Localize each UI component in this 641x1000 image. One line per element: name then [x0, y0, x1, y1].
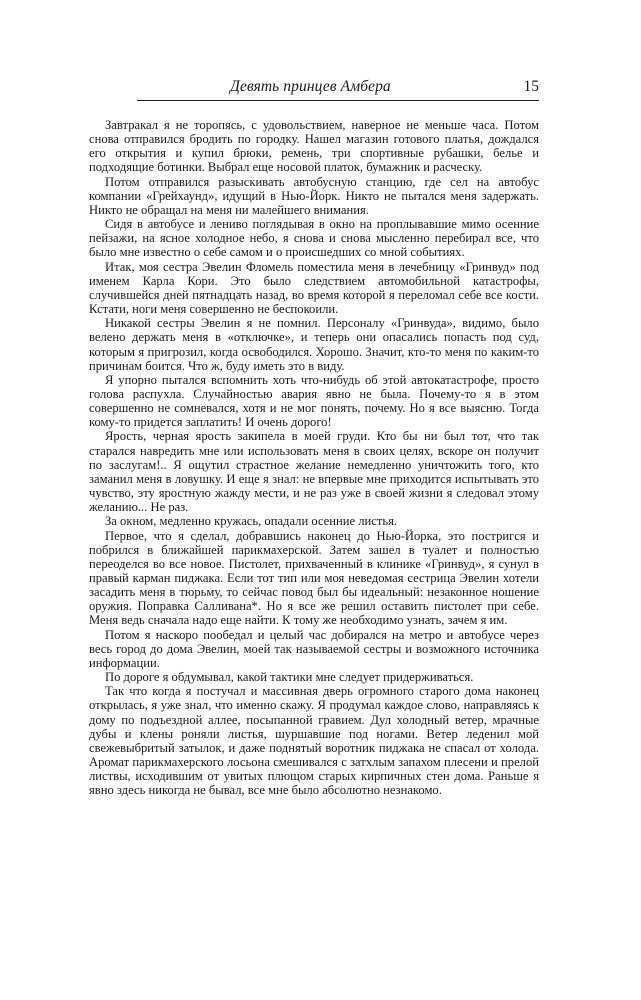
paragraph: По дороге я обдумывал, какой тактики мне следует придерживаться. [105, 670, 474, 685]
paragraph: Ярость, черная ярость закипела в моей груди. Кто бы ни был тот, что так старался навредить мне или использовать меня в своих целях, вскоре он получит по заслугам!.. Я ощутил страстное желание немедленно уничтожить того, кто заманил меня в ловушку. И еще я знал: не впервые мне приходится испытывать это чувство, эту яростную жажду мести, и не раз уже в своей жизни я следовал этому желанию... Не раз. [89, 429, 539, 515]
paragraph: Итак, моя сестра Эвелин Фломель поместила меня в лечебницу «Гринвуд» под именем Карла Кори. Это было следствием автомобильной катастрофы, случившейся дней пятнадцать назад, во время которой я переломал себе все кости. Кстати, ноги меня совершенно не беспокоили. [89, 259, 539, 317]
paragraph: За окном, медленно кружась, опадали осенние листья. [105, 514, 398, 529]
paragraph: Потом отправился разыскивать автобусную станцию, где сел на автобус компании «Грейхаунд», идущий в Нью-Йорк. Никто не пытался меня задержать. Никто не обращал на меня ни малейшего внимания. [89, 174, 539, 217]
paragraph: Потом я наскоро пообедал и целый час добирался на метро и автобусе через весь город до дома Эвелин, моей так называемой сестры и возможного источника информации. [89, 627, 539, 670]
paragraph: Так что когда я постучал и массивная дверь огромного старого дома наконец открылась, я уже знал, что именно скажу. Я продумал каждое слово, направляясь к дому по подъездной аллее, посыпанной гравием. Дул холодный ветер, мрачные дубы и клены роняли листья, шуршавшие под ногами. Ветер леденил мой свежевыбритый затылок, и даже поднятый воротник пиджака не спасал от холода. Аромат парикмахерского лосьона смешивался с затхлым запахом плесени и прелой листвы, исходившим от увитых плющом старых кирпичных стен дома. Раньше я явно здесь никогда не бывал, все мне было абсолютно незнакомо. [89, 684, 539, 798]
running-title: Девять принцев Амбера [230, 78, 391, 95]
running-header [137, 78, 539, 101]
paragraph: Сидя в автобусе и лениво поглядывая в окно на проплывавшие мимо осенние пейзажи, на ясное холодное небо, я снова и снова мысленно перебирал все, что было мне известно о себе самом и о происшедших со мной событиях. [89, 217, 539, 260]
page-number: 15 [523, 78, 539, 95]
paragraph: Я упорно пытался вспомнить хоть что-нибудь об этой автокатастрофе, просто голова распухла. Случайностью авария явно не была. Почему-то я в этом совершенно не сомневался, хотя и не мог понять, почему. Но я все выясню. Тогда кому-то придется заплатить! И очень дорого! [89, 372, 539, 430]
paragraph: Первое, что я сделал, добравшись наконец до Нью-Йорка, это постригся и побрился в ближайшей парикмахерской. Затем зашел в туалет и полностью переоделся во все новое. Пистолет, прихваченный в клинике «Гринвуд», я сунул в правый карман пиджака. Если тот тип или моя неведомая сестрица Эвелин хотели засадить меня в тюрьму, то сейчас повод был бы идеальный: незаконное ношение оружия. Поправка Салливана*. Но я все же решил оставить пистолет при себе. Меня ведь сначала надо еще найти. К тому же необходимо узнать, зачем я им. [89, 528, 539, 628]
text-body [89, 118, 539, 798]
paragraph: Завтракал я не торопясь, с удовольствием, наверное не меньше часа. Потом снова отправился бродить по городку. Нашел магазин готового платья, дождался его открытия и купил брюки, ремень, три спортивные рубашки, белье и подходящие ботинки. Выбрал еще носовой платок, бумажник и расческу. [89, 118, 539, 175]
paragraph: Никакой сестры Эвелин я не помнил. Персоналу «Гринвуда», видимо, было велено держать меня в «отключке», и теперь они опасались попасть под суд, которым я пригрозил, когда освободился. Хорошо. Значит, кто-то меня по каким-то причинам боится. Что ж, буду иметь это в виду. [89, 316, 539, 373]
